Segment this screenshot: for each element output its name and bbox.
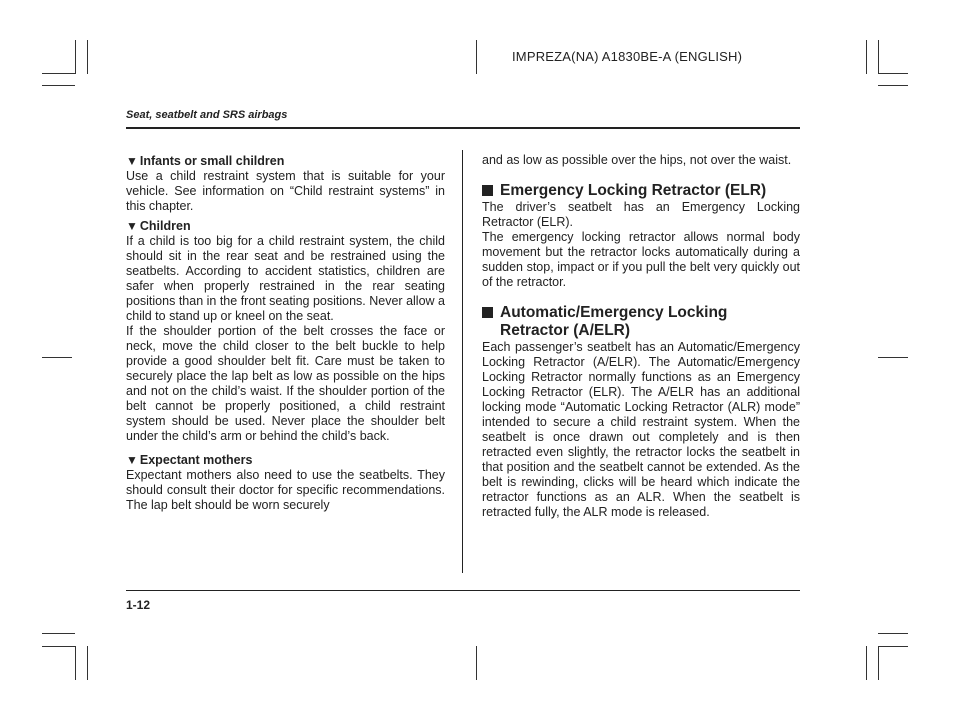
heading-elr: Emergency Locking Retractor (ELR): [482, 182, 800, 200]
crop-mark: [878, 646, 908, 647]
crop-mark: [75, 40, 76, 74]
crop-mark: [87, 646, 88, 680]
triangle-icon: ▼: [126, 219, 138, 233]
crop-mark: [878, 646, 879, 680]
crop-mark: [878, 73, 908, 74]
crop-mark: [866, 646, 867, 680]
elr-text-2: The emergency locking retractor allows normal body movement but the retractor locks automatically during a sudden stop, impact or if you pull the belt very quickly out of the retractor.: [482, 230, 800, 289]
expectant-text: Expectant mothers also need to use the seatbelts. They should consult their doctor for specific recommendations. The lap belt should be worn securely: [126, 468, 445, 512]
page-number: 1-12: [126, 598, 151, 612]
right-column: [482, 153, 800, 520]
crop-mark: [476, 646, 477, 680]
crop-mark: [878, 633, 908, 634]
heading-aelr: Automatic/Emergency Locking Retractor (A/ELR): [482, 304, 800, 340]
column-divider: [462, 150, 463, 573]
aelr-text: Each passenger’s seatbelt has an Automatic/Emergency Locking Retractor (A/ELR). The Automatic/Emergency Locking Retractor normally functions as an Emergency Locking Retractor (ELR). The A/ELR has an additional locking mode “Automatic Locking Retractor (ALR) mode” intended to secure a child restraint system. When the seatbelt is once drawn out completely and is then retracted even slightly, the retractor locks the seatbelt in that position and the seatbelt cannot be extended. As the belt is rewinding, clicks will be heard which indicate the retractor functions as an ALR. When the seatbelt is retracted fully, the ALR mode is released.: [482, 340, 800, 519]
triangle-icon: ▼: [126, 154, 138, 168]
crop-mark: [878, 85, 908, 86]
crop-mark: [87, 40, 88, 74]
subheading-children: ▼ Children: [126, 219, 191, 233]
footer-rule: [126, 590, 800, 591]
crop-mark: [42, 633, 75, 634]
continuation-text: and as low as possible over the hips, not over the waist.: [482, 153, 792, 167]
left-column: [126, 153, 445, 513]
crop-mark: [42, 357, 72, 358]
crop-mark: [42, 73, 75, 74]
crop-mark: [42, 85, 75, 86]
subheading-expectant: ▼ Expectant mothers: [126, 453, 253, 467]
subheading-infants: ▼ Infants or small children: [126, 154, 285, 168]
crop-mark: [42, 646, 75, 647]
square-bullet-icon: [482, 185, 493, 196]
crop-mark: [476, 40, 477, 74]
section-title: Seat, seatbelt and SRS airbags: [126, 109, 288, 121]
document-id: IMPREZA(NA) A1830BE-A (ENGLISH): [512, 49, 743, 64]
crop-mark: [878, 357, 908, 358]
crop-mark: [878, 40, 879, 74]
elr-text-1: The driver’s seatbelt has an Emergency Locking Retractor (ELR).: [482, 200, 800, 229]
children-text-2: If the shoulder portion of the belt crosses the face or neck, move the child closer to the belt buckle to help provide a good shoulder belt fit. Care must be taken to securely place the lap belt as low as possible on the hips and not on the child’s waist. If the shoulder portion of the belt cannot be properly positioned, a child restraint system should be used. Never place the shoulder belt under the child’s arm or behind the child’s back.: [126, 324, 445, 443]
crop-mark: [75, 646, 76, 680]
header-rule: [126, 127, 800, 129]
crop-mark: [866, 40, 867, 74]
triangle-icon: ▼: [126, 453, 138, 467]
children-text-1: If a child is too big for a child restraint system, the child should sit in the rear seat and be restrained using the seatbelts. According to accident statistics, children are safer when properly restrained in the rear seating positions than in the front seating positions. Never allow a child to stand up or kneel on the seat.: [126, 234, 445, 323]
square-bullet-icon: [482, 307, 493, 318]
infants-text: Use a child restraint system that is suitable for your vehicle. See information on “Child restraint systems” in this chapter.: [126, 169, 445, 213]
